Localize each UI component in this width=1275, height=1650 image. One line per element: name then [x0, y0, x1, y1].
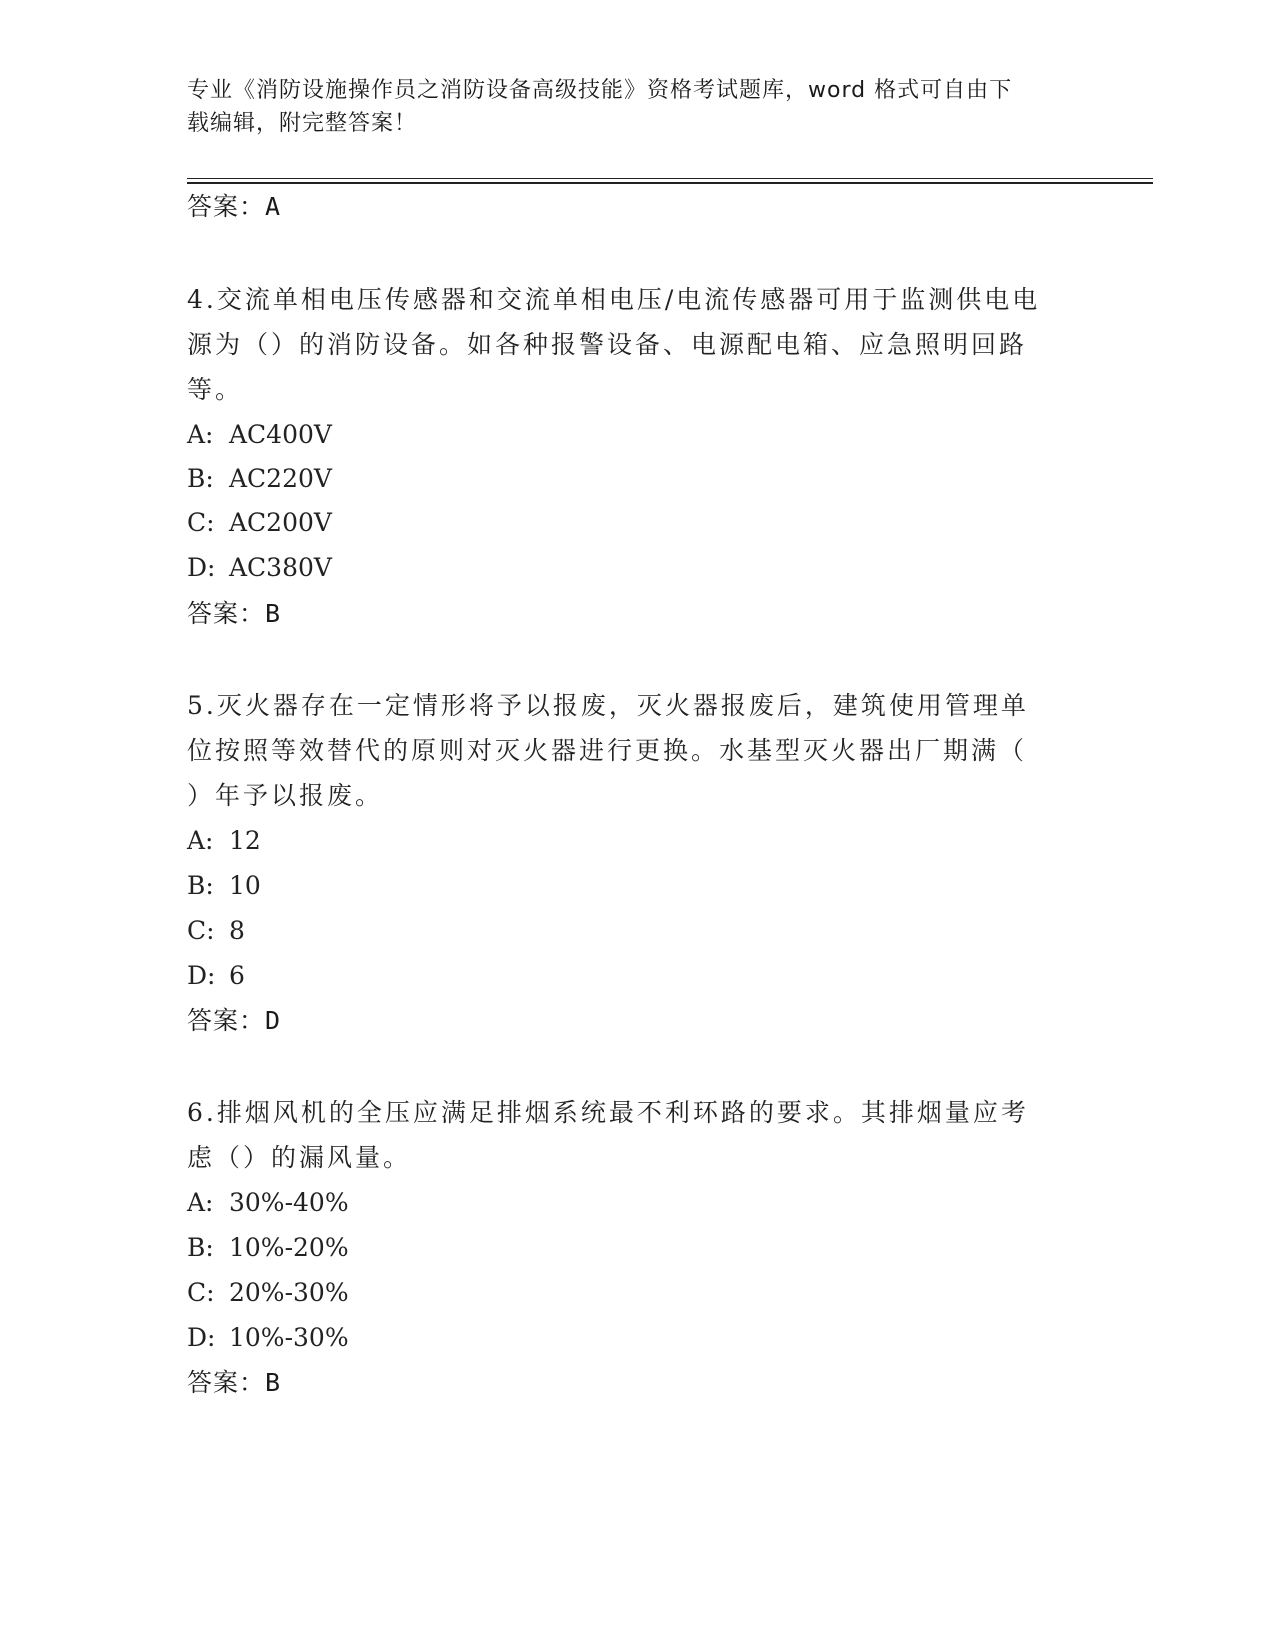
answer-prefix: 答案：	[187, 192, 266, 221]
option-label: C:	[187, 1278, 215, 1307]
option-text: 10%-30%	[229, 1323, 349, 1352]
answer-prefix: 答案：	[187, 599, 266, 628]
option-b	[187, 1233, 349, 1263]
question-4	[187, 277, 1087, 412]
document-header	[187, 74, 1087, 140]
option-text: AC380V	[229, 553, 332, 582]
header-line-2: 载编辑，附完整答案！	[187, 111, 418, 136]
option-label: B:	[187, 464, 214, 493]
option-text: AC400V	[229, 420, 332, 449]
answer-prefix: 答案：	[187, 1368, 266, 1397]
question-6	[187, 1090, 1087, 1180]
option-text: 20%-30%	[229, 1278, 349, 1307]
option-text: 10%-20%	[229, 1233, 349, 1262]
option-a	[187, 1188, 349, 1218]
option-d	[187, 961, 245, 991]
option-text: 8	[229, 916, 245, 945]
option-c	[187, 508, 332, 538]
header-line-1: 专业《消防设施操作员之消防设备高级技能》资格考试题库，word 格式可自由下	[187, 78, 1013, 103]
option-d	[187, 1323, 349, 1353]
answer-q6	[187, 1368, 281, 1398]
option-c	[187, 1278, 349, 1308]
option-a	[187, 826, 261, 856]
answer-q5	[187, 1006, 281, 1036]
question-line: 虑（）的漏风量。	[187, 1143, 412, 1172]
answer-value: D	[265, 1006, 282, 1035]
header-divider-thick	[187, 182, 1153, 184]
question-line: 源为（）的消防设备。如各种报警设备、电源配电箱、应急照明回路	[187, 330, 1028, 359]
option-label: A:	[187, 1188, 214, 1217]
option-label: D:	[187, 553, 216, 582]
option-b	[187, 464, 332, 494]
question-line: ）年予以报废。	[187, 781, 384, 810]
option-b	[187, 871, 261, 901]
option-label: B:	[187, 871, 214, 900]
option-text: AC220V	[229, 464, 332, 493]
option-a	[187, 420, 332, 450]
question-line: 等。	[187, 375, 244, 404]
option-d	[187, 553, 332, 583]
option-c	[187, 916, 245, 946]
answer-q3	[187, 192, 281, 222]
option-text: 6	[229, 961, 245, 990]
option-text: 12	[229, 826, 261, 855]
answer-value: B	[265, 599, 282, 628]
question-line: 5.灭火器存在一定情形将予以报废，灭火器报废后，建筑使用管理单	[187, 691, 1029, 720]
option-label: C:	[187, 508, 215, 537]
option-label: A:	[187, 420, 214, 449]
answer-prefix: 答案：	[187, 1006, 266, 1035]
answer-q4	[187, 599, 281, 629]
answer-value: B	[265, 1368, 282, 1397]
option-text: AC200V	[229, 508, 332, 537]
option-label: D:	[187, 961, 216, 990]
option-text: 30%-40%	[229, 1188, 349, 1217]
option-label: A:	[187, 826, 214, 855]
question-line: 4.交流单相电压传感器和交流单相电压/电流传感器可用于监测供电电	[187, 285, 1041, 314]
answer-value: A	[265, 192, 282, 221]
header-divider-thin	[187, 178, 1153, 179]
option-label: C:	[187, 916, 215, 945]
option-label: D:	[187, 1323, 216, 1352]
question-5	[187, 683, 1087, 818]
option-text: 10	[229, 871, 261, 900]
question-line: 位按照等效替代的原则对灭火器进行更换。水基型灭火器出厂期满（	[187, 736, 1028, 765]
question-line: 6.排烟风机的全压应满足排烟系统最不利环路的要求。其排烟量应考	[187, 1098, 1029, 1127]
option-label: B:	[187, 1233, 214, 1262]
